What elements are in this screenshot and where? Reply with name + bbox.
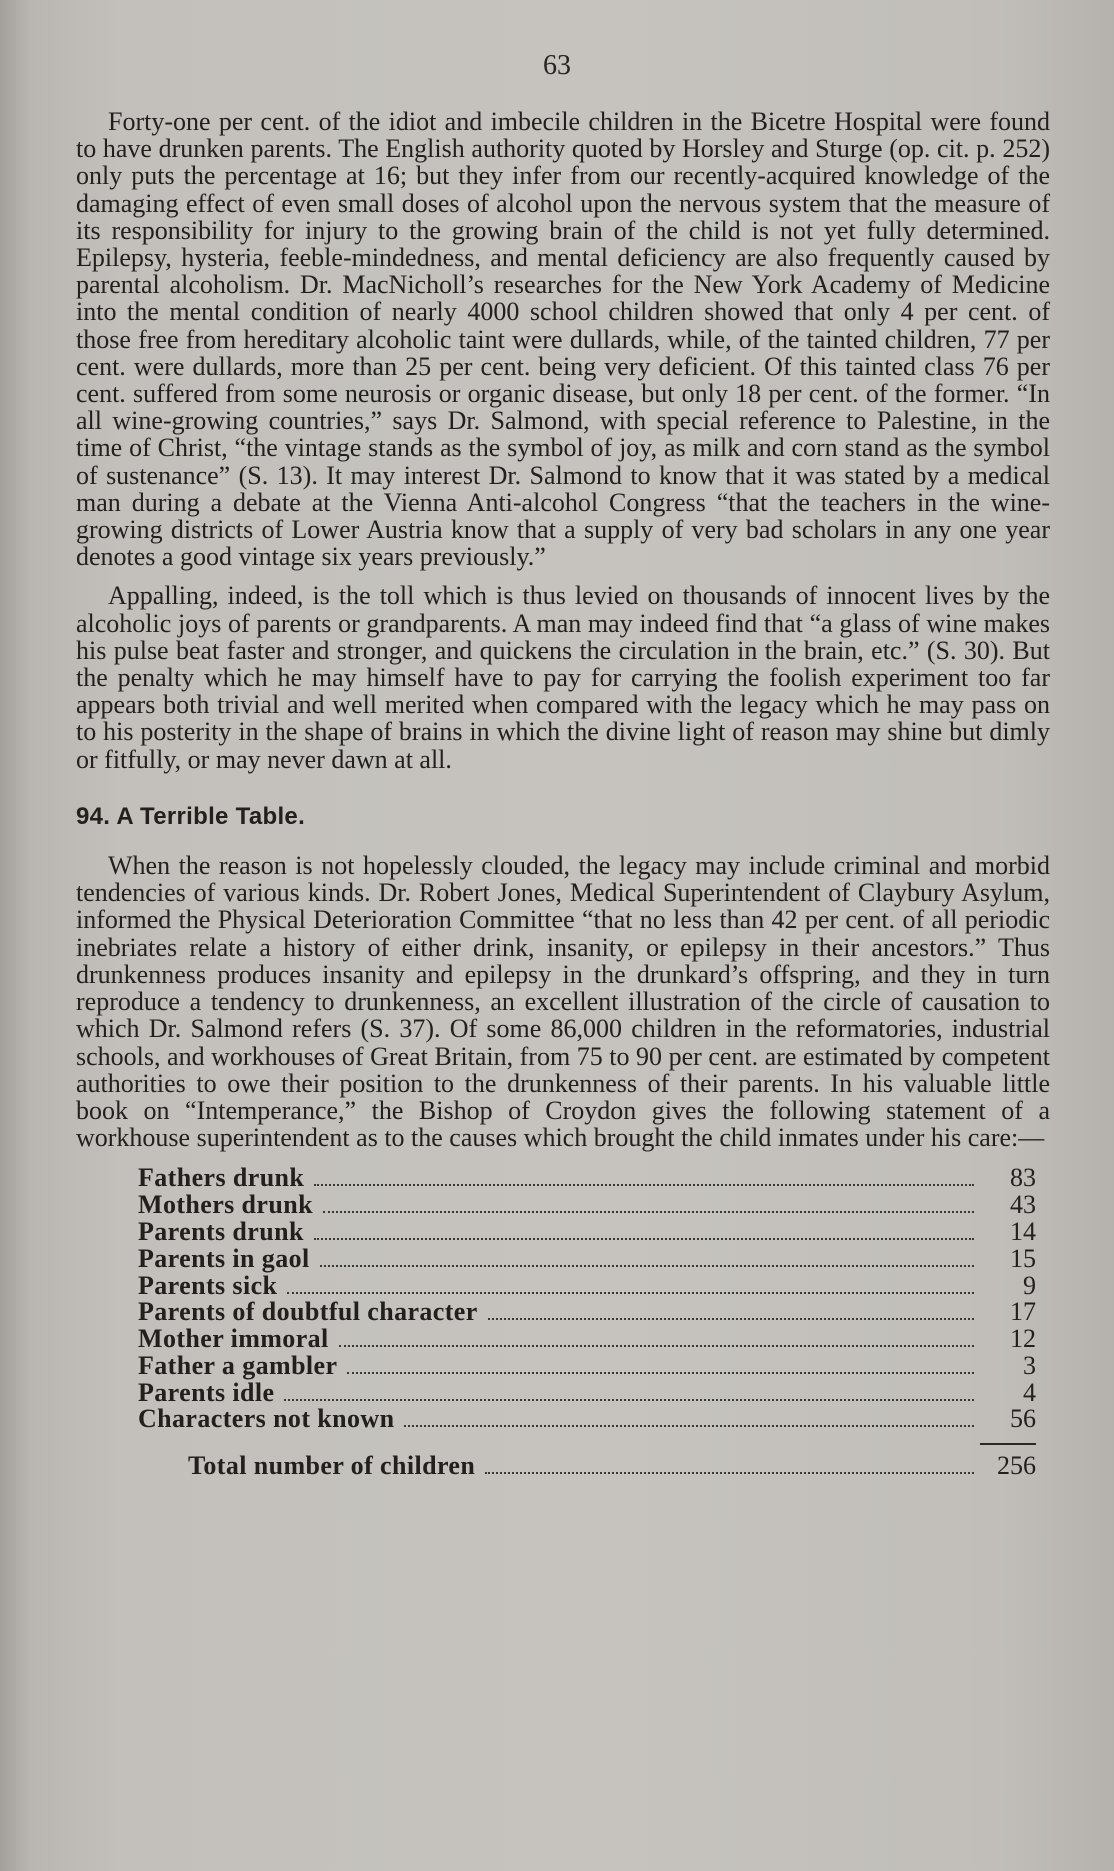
table-row [138, 1192, 1036, 1219]
page-body [76, 108, 1050, 1480]
row-value: 15 [1010, 1243, 1036, 1273]
row-value: 3 [1023, 1350, 1036, 1380]
paragraph-2: Appalling, indeed, is the toll which is thus levied on thousands of innocent lives by the alcoholic joys of parents or grandparents. A man may indeed find that “a glass of wine makes his pulse beat faster and stronger, and quickens the circulation in the brain, etc.” (S. 30). But the penalty which he may himself have to pay for carrying the foolish experiment too far appears both trivial and well merited when compared with the legacy which he may pass on to his posterity in the shape of brains in which the divine light of reason may shine but dimly or fitfully, or may never dawn at all. [76, 581, 1050, 774]
leader-dots [284, 1399, 974, 1401]
row-label: Mother immoral [138, 1324, 329, 1354]
row-label: Parents in gaol [138, 1243, 310, 1273]
table-row [138, 1350, 1036, 1380]
section-paragraph: When the reason is not hopelessly clouded, the legacy may include criminal and morbid tendencies of various kinds. Dr. Robert Jones, Medical Superintendent of Claybury Asylum, informed the Physical Deterioration Committee “that no less than 42 per cent. of all periodic inebriates relate a history of either drink, insanity, or epilepsy in their ancestors.” Thus drunkenness produces insanity and epilepsy in the drunkard’s offspring, and they in turn reproduce a tendency to drunkenness, an excellent illustration of the circle of causation to which Dr. Salmond refers (S. 37). Of some 86,000 children in the reformatories, industrial schools, and workhouses of Great Britain, from 75 to 90 per cent. are estimated by competent authorities to owe their position to the drunkenness of their parents. In his valuable little book on “Intemperance,” the Bishop of Croydon gives the following statement of a workhouse superintendent as to the causes which brought the child inmates under his care:— [76, 851, 1050, 1153]
row-value: 83 [1010, 1163, 1036, 1193]
leader-dots [347, 1372, 974, 1374]
leader-dots [488, 1318, 974, 1320]
leader-dots [320, 1265, 974, 1267]
causes-table [138, 1165, 1036, 1480]
leader-dots [287, 1292, 974, 1294]
row-label: Parents of doubtful character [138, 1297, 478, 1327]
row-value: 56 [1010, 1404, 1036, 1434]
row-value: 17 [1010, 1297, 1036, 1327]
table-row [138, 1270, 1036, 1300]
row-label: Characters not known [138, 1404, 395, 1434]
row-label: Mothers drunk [138, 1190, 313, 1220]
table-row [138, 1299, 1036, 1326]
table-row [138, 1216, 1036, 1246]
row-label: Father a gambler [138, 1350, 338, 1380]
leader-dots [485, 1472, 974, 1474]
row-label: Parents idle [138, 1377, 275, 1407]
table-row [138, 1326, 1036, 1353]
section-heading: 94. A Terrible Table. [76, 802, 306, 830]
leader-dots [323, 1211, 974, 1213]
row-value: 14 [1010, 1216, 1036, 1246]
leader-dots [339, 1345, 974, 1347]
row-value: 9 [1023, 1270, 1036, 1300]
total-row [188, 1453, 1036, 1480]
leader-dots [404, 1425, 974, 1427]
leader-dots [314, 1238, 974, 1240]
total-label: Total number of children [188, 1451, 476, 1481]
row-value: 43 [1010, 1190, 1036, 1220]
table-row [138, 1165, 1036, 1192]
table-row [138, 1377, 1036, 1407]
leader-dots [314, 1184, 974, 1186]
row-label: Parents sick [138, 1270, 278, 1300]
total-value: 256 [997, 1451, 1036, 1481]
row-label: Parents drunk [138, 1216, 304, 1246]
page-number: 63 [543, 50, 571, 81]
table-row [138, 1243, 1036, 1273]
row-value: 12 [1010, 1324, 1036, 1354]
table-row [138, 1406, 1036, 1433]
total-divider [980, 1443, 1036, 1445]
row-label: Fathers drunk [138, 1163, 305, 1193]
paragraph-1: Forty-one per cent. of the idiot and imbecile children in the Bicetre Hospital were found to have drunken parents. The English authority quoted by Horsley and Sturge (op. cit. p. 252) only puts the percentage at 16; but they infer from our recently-acquired knowledge of the damaging effect of even small doses of alcohol upon the nervous system that the measure of its responsibility for injury to the growing brain of the child is not yet fully determined. Epilepsy, hysteria, feeble-mindedness, and mental deficiency are also frequently caused by parental alcoholism. Dr. MacNicholl’s researches for the New York Academy of Medicine into the mental condition of nearly 4000 school children showed that only 4 per cent. of those free from hereditary alcoholic taint were dullards, while, of the tainted children, 77 per cent. were dullards, more than 25 per cent. being very deficient. Of this tainted class 76 per cent. suffered from some neurosis or organic disease, but only 18 per cent. of the former. “In all wine-growing countries,” says Dr. Salmond, with special reference to Palestine, in the time of Christ, “the vintage stands as the symbol of joy, as milk and corn stand as the symbol of sustenance” (S. 13). It may interest Dr. Salmond to know that it was stated by a medical man during a debate at the Vienna Anti-alcohol Congress “that the teachers in the wine-growing districts of Lower Austria know that a supply of very bad scholars in any one year denotes a good vintage six years previously.” [76, 107, 1050, 572]
row-value: 4 [1023, 1377, 1036, 1407]
